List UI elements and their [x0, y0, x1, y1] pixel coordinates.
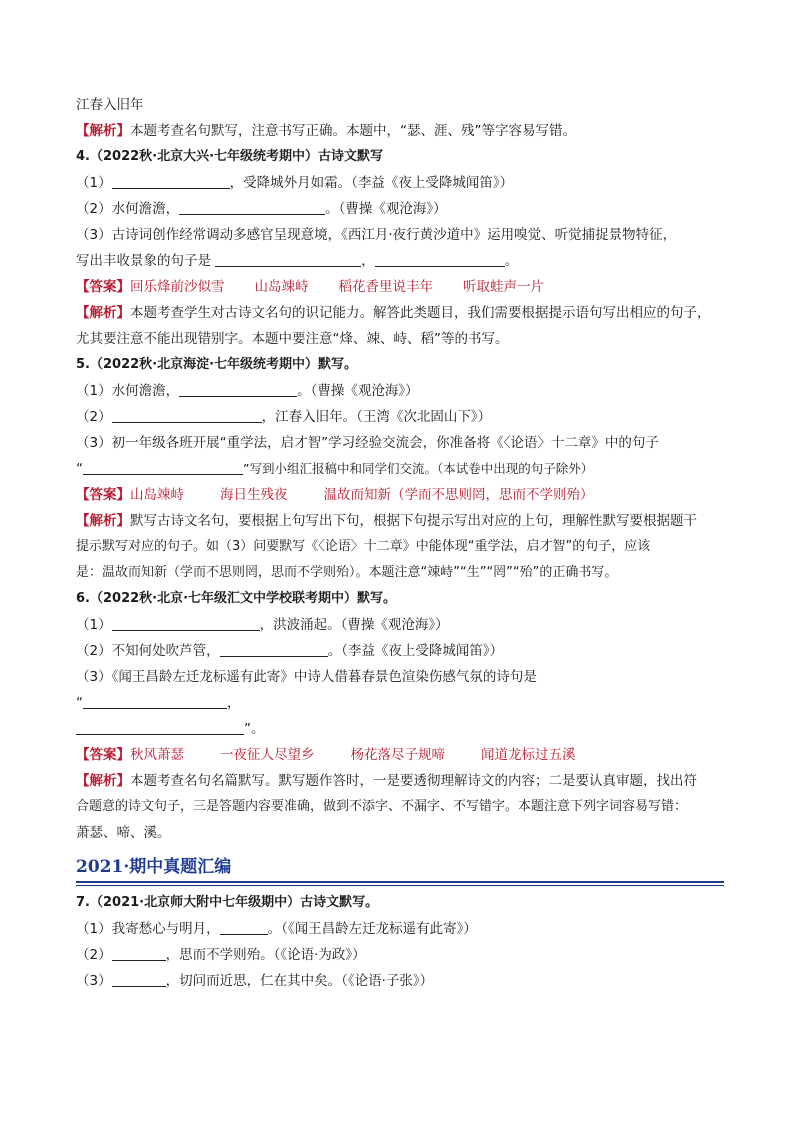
- answer-blank: [76, 720, 244, 735]
- analysis-text: 本题考查名句默写，注意书写正确。本题中，“瑟、涯、残”等字容易写错。: [130, 123, 576, 139]
- q6-item-3-line2: “ ，: [76, 695, 241, 711]
- analysis-tag: 【解析】: [76, 773, 130, 789]
- q6-item-2: （2）不知何处吹芦管， 。（李益《夜上受降城闻笛》）: [76, 643, 504, 659]
- section-rule-thin: [76, 885, 724, 886]
- q4-answer: 【答案】回乐烽前沙似雪 山岛竦峙 稻花香里说丰年 听取蛙声一片: [76, 279, 544, 295]
- q5-analysis-line3: 是：温故而知新（学而不思则罔，思而不学则殆）。本题注意“竦峙”“生”“罔”“殆”的正确书写。: [76, 565, 618, 580]
- answer-tag: 【答案】: [76, 487, 130, 503]
- q5-analysis-line2: 提示默写对应的句子。如（3）问要默写《〈论语〉十二章》中能体现“重学法，启才智”的句子，应该: [76, 539, 651, 554]
- answer-blank: [112, 616, 260, 631]
- q4-item-1: （1） ，受降城外月如霜。（李益《夜上受降城闻笛》）: [76, 175, 514, 191]
- analysis-tag: 【解析】: [76, 305, 130, 321]
- answer-blank: [112, 946, 166, 961]
- q6-item-3: （3）《闻王昌龄左迁龙标遥有此寄》中诗人借暮春景色渲染伤感气氛的诗句是: [76, 669, 537, 685]
- q4-item-2: （2）水何澹澹， 。（曹操《观沧海》）: [76, 201, 447, 217]
- answer-blank: [112, 972, 166, 987]
- analysis-tag: 【解析】: [76, 513, 130, 529]
- q5-analysis: 【解析】默写古诗文名句，要根据上句写出下句，根据下句提示写出对应的上句，理解性默写要根据题干: [76, 513, 697, 529]
- answer-blank: [112, 174, 230, 189]
- q5-item-3-line2: “ ”写到小组汇报稿中和同学们交流。（本试卷中出现的句子除外）: [76, 461, 594, 477]
- q4-analysis-line2: 尤其要注意不能出现错别字。本题中要注意“烽、竦、峙、稻”等的书写。: [76, 331, 509, 347]
- q7-item-3: （3） ，切问而近思，仁在其中矣。（《论语·子张》）: [76, 973, 434, 989]
- answer-blank: [112, 408, 262, 423]
- analysis-tag: 【解析】: [76, 123, 130, 139]
- q4-title: 4.（2022秋·北京大兴·七年级统考期中）古诗文默写: [76, 149, 384, 164]
- prev-analysis: [76, 118, 724, 144]
- q7-item-1: （1）我寄愁心与明月， 。（《闻王昌龄左迁龙标遥有此寄》）: [76, 921, 477, 937]
- answer-blank: [83, 460, 243, 475]
- q5-title: 5.（2022秋·北京海淀·七年级统考期中）默写。: [76, 357, 358, 372]
- q5-item-2: （2） ，江春入旧年。（王湾《次北固山下》）: [76, 409, 492, 425]
- answer-blank: [220, 920, 268, 935]
- top-line: 江春入旧年: [76, 97, 144, 113]
- q6-title: 6.（2022秋·北京·七年级汇文中学校联考期中）默写。: [76, 591, 397, 606]
- answer-tag: 【答案】: [76, 279, 130, 295]
- q5-item-1: （1）水何澹澹， 。（曹操《观沧海》）: [76, 383, 419, 399]
- section-heading: [76, 854, 724, 884]
- q6-item-1: （1） ，洪波涌起。（曹操《观沧海》）: [76, 617, 449, 633]
- section-title: 2021·期中真题汇编: [76, 857, 232, 877]
- answer-blank: [179, 382, 297, 397]
- q6-item-3-line3: ”。: [76, 716, 724, 742]
- answer-blank: [220, 642, 328, 657]
- section-rule: [76, 881, 724, 883]
- q6-answer: 【答案】秋风萧瑟 一夜征人尽望乡 杨花落尽子规啼 闻道龙标过五溪: [76, 747, 576, 763]
- q6-analysis-line3: 萧瑟、啼、溪。: [76, 825, 171, 841]
- q7-title: 7.（2021·北京师大附中七年级期中）古诗文默写。: [76, 895, 379, 910]
- answer-blank: [375, 252, 505, 267]
- q4-analysis: 【解析】本题考查学生对古诗文名句的识记能力。解答此类题目，我们需要根据提示语句写出相应的句子，: [76, 305, 711, 321]
- q6-analysis: 【解析】本题考查名句名篇默写。默写题作答时，一是要透彻理解诗文的内容；二是要认真审题，找出符: [76, 773, 697, 789]
- q6-analysis-line2: 合题意的诗文句子，三是答题内容要准确，做到不添字、不漏字、不写错字。本题注意下列字词容易写错：: [76, 799, 688, 814]
- answer-tag: 【答案】: [76, 747, 130, 763]
- q5-item-3: （3）初一年级各班开展“重学法，启才智”学习经验交流会，你准备将《〈论语〉十二章》中的句子: [76, 435, 659, 451]
- q4-item-3-line2: 写出丰收景象的句子是 ， 。: [76, 253, 519, 269]
- q7-item-2: （2） ，思而不学则殆。（《论语·为政》）: [76, 947, 366, 963]
- answer-blank: [215, 252, 361, 267]
- answer-blank: [179, 200, 325, 215]
- document-page: [76, 92, 724, 994]
- q5-answer: 【答案】山岛竦峙 海日生残夜 温故而知新（学而不思则罔，思而不学则殆）: [76, 487, 594, 503]
- answer-blank: [83, 694, 227, 709]
- q4-item-3: （3）古诗词创作经常调动多感官呈现意境，《西江月·夜行黄沙道中》运用嗅觉、听觉捕捉景物特征，: [76, 227, 677, 243]
